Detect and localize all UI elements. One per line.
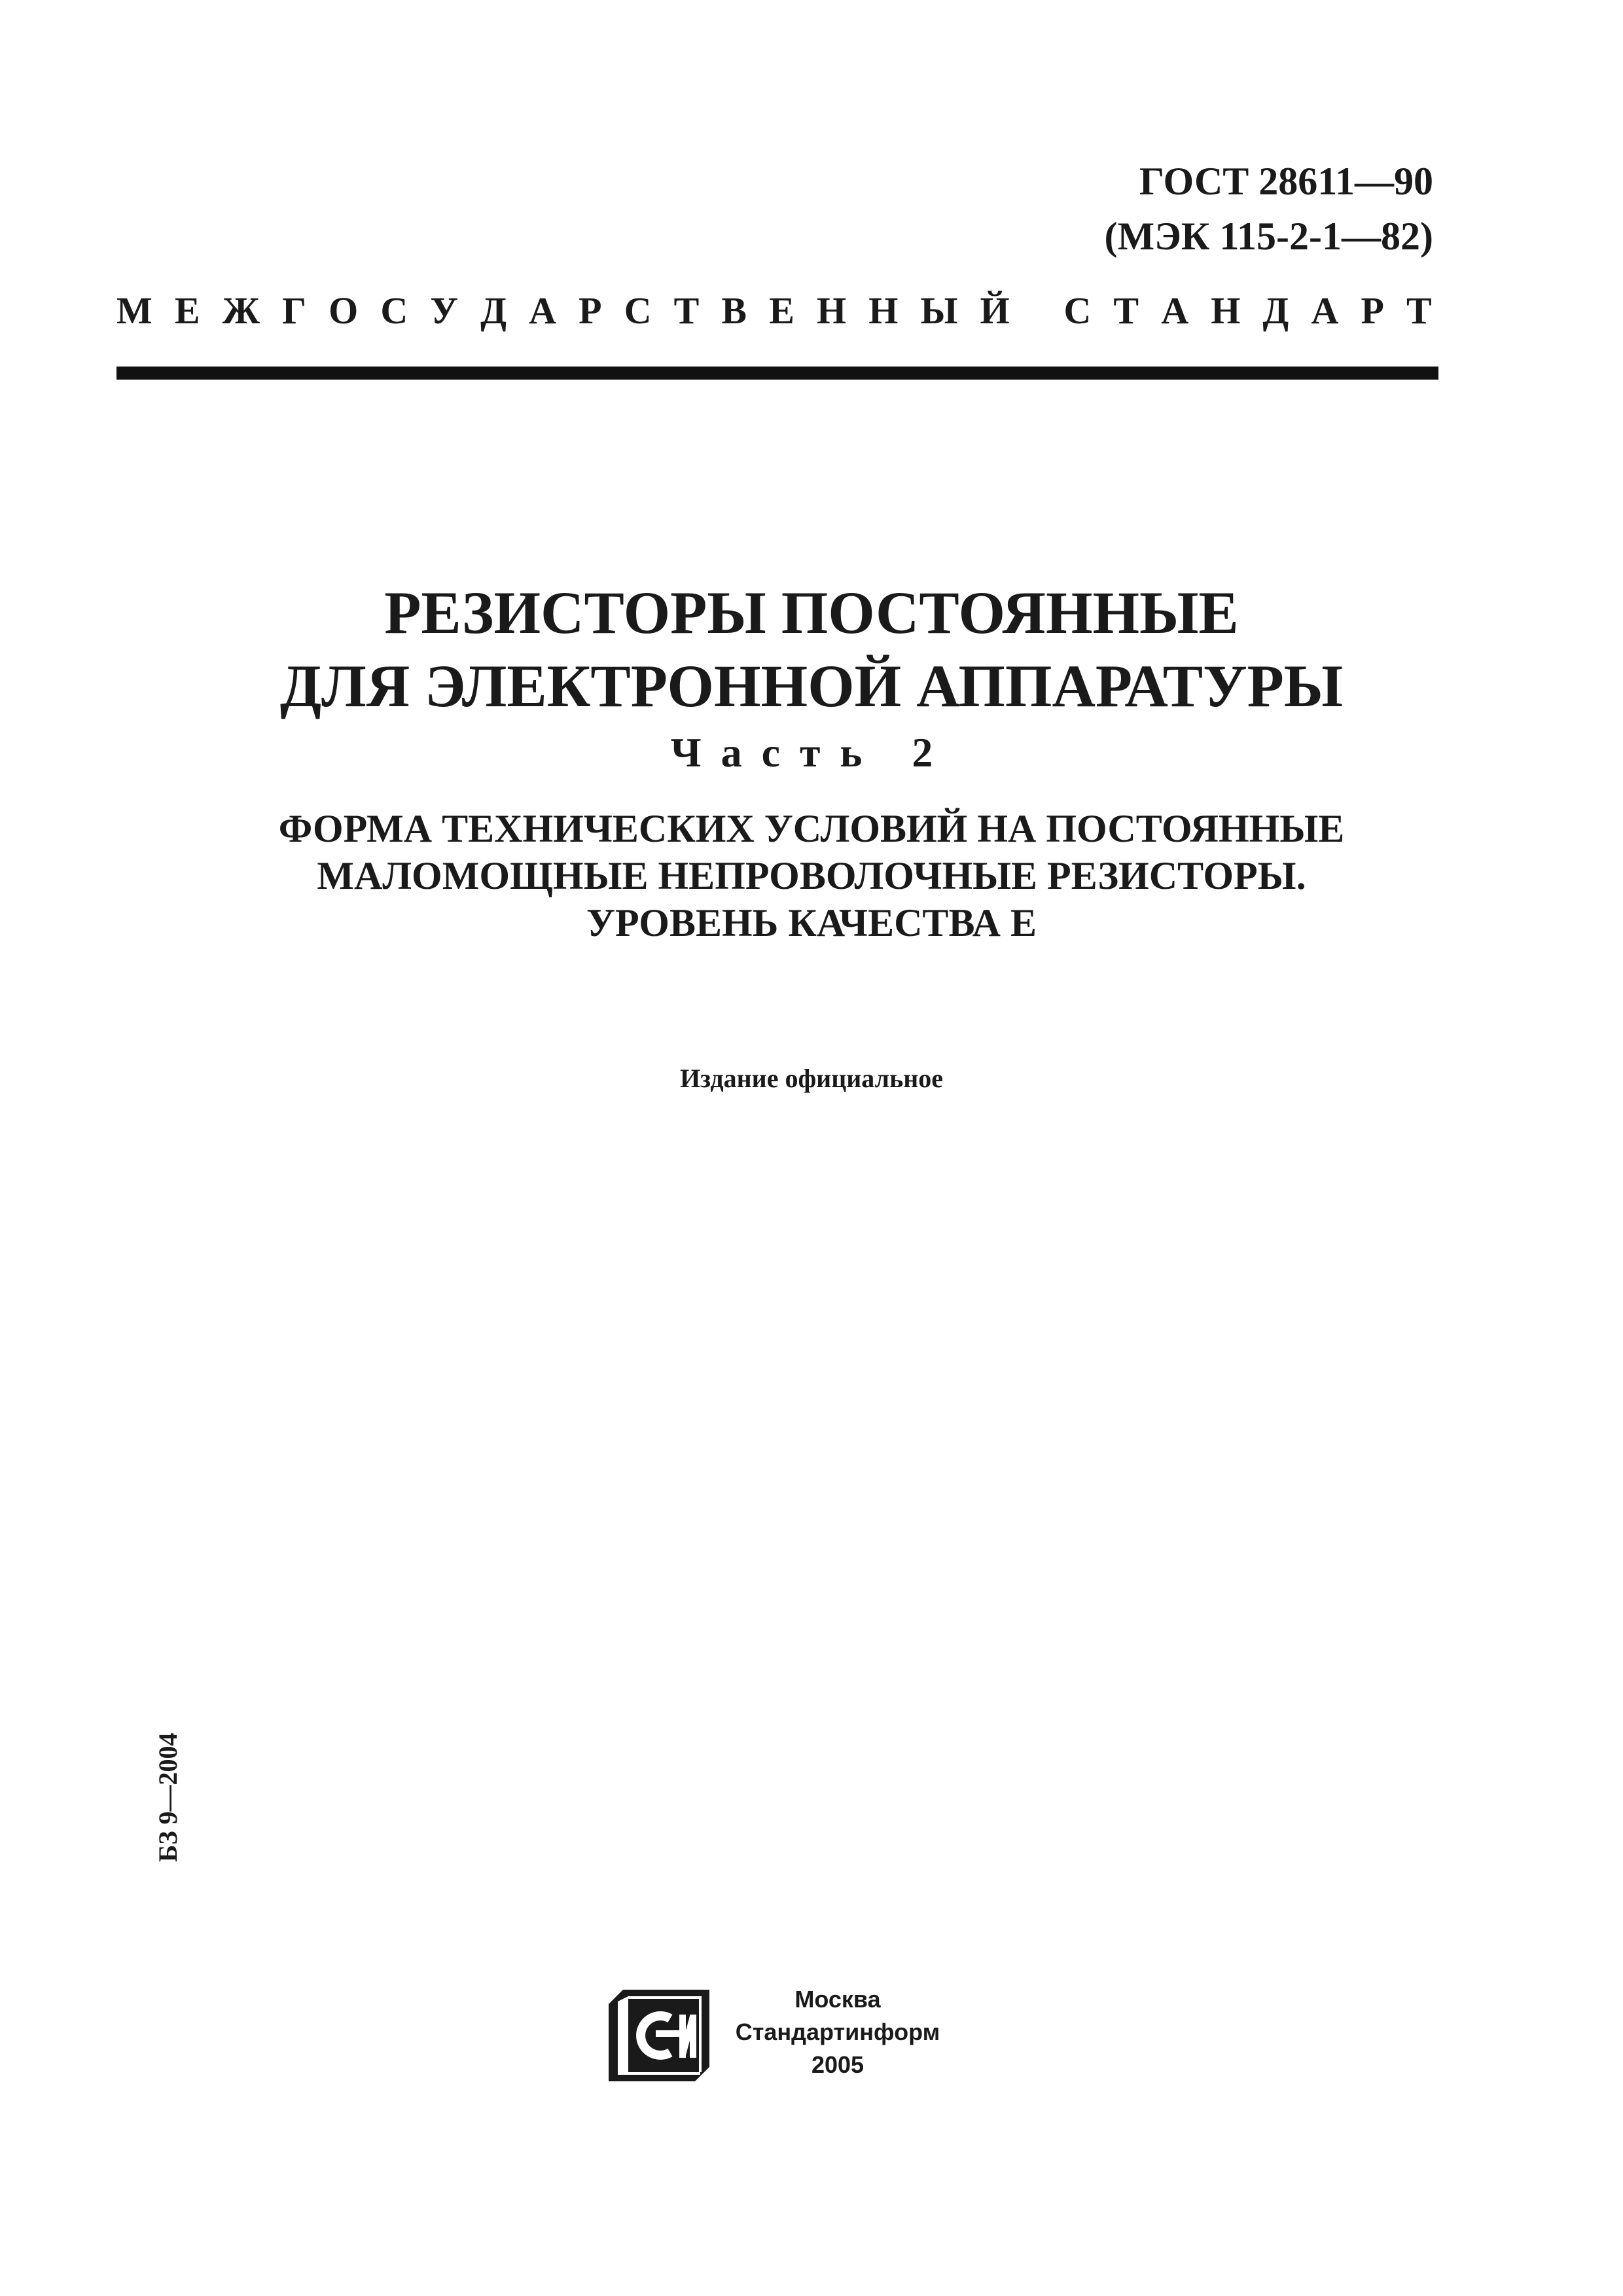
banner-letter: А <box>1161 289 1189 332</box>
subtitle <box>0 805 1623 946</box>
banner-letter: С <box>1063 289 1092 332</box>
banner-letter: Ы <box>920 289 958 332</box>
side-code: БЗ 9—2004 <box>153 1732 183 1862</box>
main-title-line-1: РЕЗИСТОРЫ ПОСТОЯННЫЕ <box>384 579 1239 646</box>
banner-letter: Д <box>1262 289 1289 332</box>
banner-letter: М <box>116 289 152 332</box>
publisher-year: 2005 <box>811 2051 865 2078</box>
part-label: Часть 2 <box>670 729 953 776</box>
banner-letter: В <box>721 289 747 332</box>
banner-letter: О <box>329 289 359 332</box>
interstate-standard-banner <box>116 288 1432 334</box>
publisher-block <box>720 1983 955 2081</box>
gost-number: ГОСТ 28611—90 <box>1139 160 1433 203</box>
banner-letter: Р <box>1361 289 1384 332</box>
banner-letter: Н <box>868 289 899 332</box>
subtitle-line-3: УРОВЕНЬ КАЧЕСТВА Е <box>586 901 1037 944</box>
subtitle-line-2: МАЛОМОЩНЫЕ НЕПРОВОЛОЧНЫЕ РЕЗИСТОРЫ. <box>317 854 1306 897</box>
banner-letter: Ж <box>222 289 260 332</box>
banner-letter: Г <box>282 289 307 332</box>
banner-letter: Н <box>817 289 847 332</box>
banner-letter: С <box>624 289 652 332</box>
banner-letter: С <box>380 289 408 332</box>
edition-note: Издание официальное <box>679 1064 944 1093</box>
banner-letter: А <box>529 289 556 332</box>
document-number-block <box>1105 154 1433 264</box>
banner-letter: У <box>430 289 458 332</box>
banner-letter: Т <box>673 289 700 332</box>
main-title-line-2: ДЛЯ ЭЛЕКТРОННОЙ АППАРАТУРЫ <box>279 653 1344 719</box>
banner-letter: А <box>1311 289 1339 332</box>
publisher-name: Стандартинформ <box>735 2018 940 2045</box>
subtitle-line-1: ФОРМА ТЕХНИЧЕСКИХ УСЛОВИЙ НА ПОСТОЯННЫЕ <box>278 807 1345 850</box>
banner-letter: Е <box>174 289 200 332</box>
header-divider <box>116 367 1438 380</box>
banner-letter: Й <box>980 289 1010 332</box>
banner-letter <box>1032 288 1042 334</box>
standartinform-logo-icon <box>609 1990 709 2081</box>
banner-letter: Н <box>1211 289 1241 332</box>
banner-letter: Д <box>480 289 507 332</box>
iec-number: (МЭК 115-2-1—82) <box>1104 215 1433 258</box>
main-title <box>0 576 1623 723</box>
banner-letter: Р <box>579 289 602 332</box>
publisher-city: Москва <box>794 1986 881 2013</box>
banner-letter: Т <box>1406 289 1432 332</box>
banner-letter: Т <box>1113 289 1139 332</box>
banner-letter: Е <box>769 289 794 332</box>
